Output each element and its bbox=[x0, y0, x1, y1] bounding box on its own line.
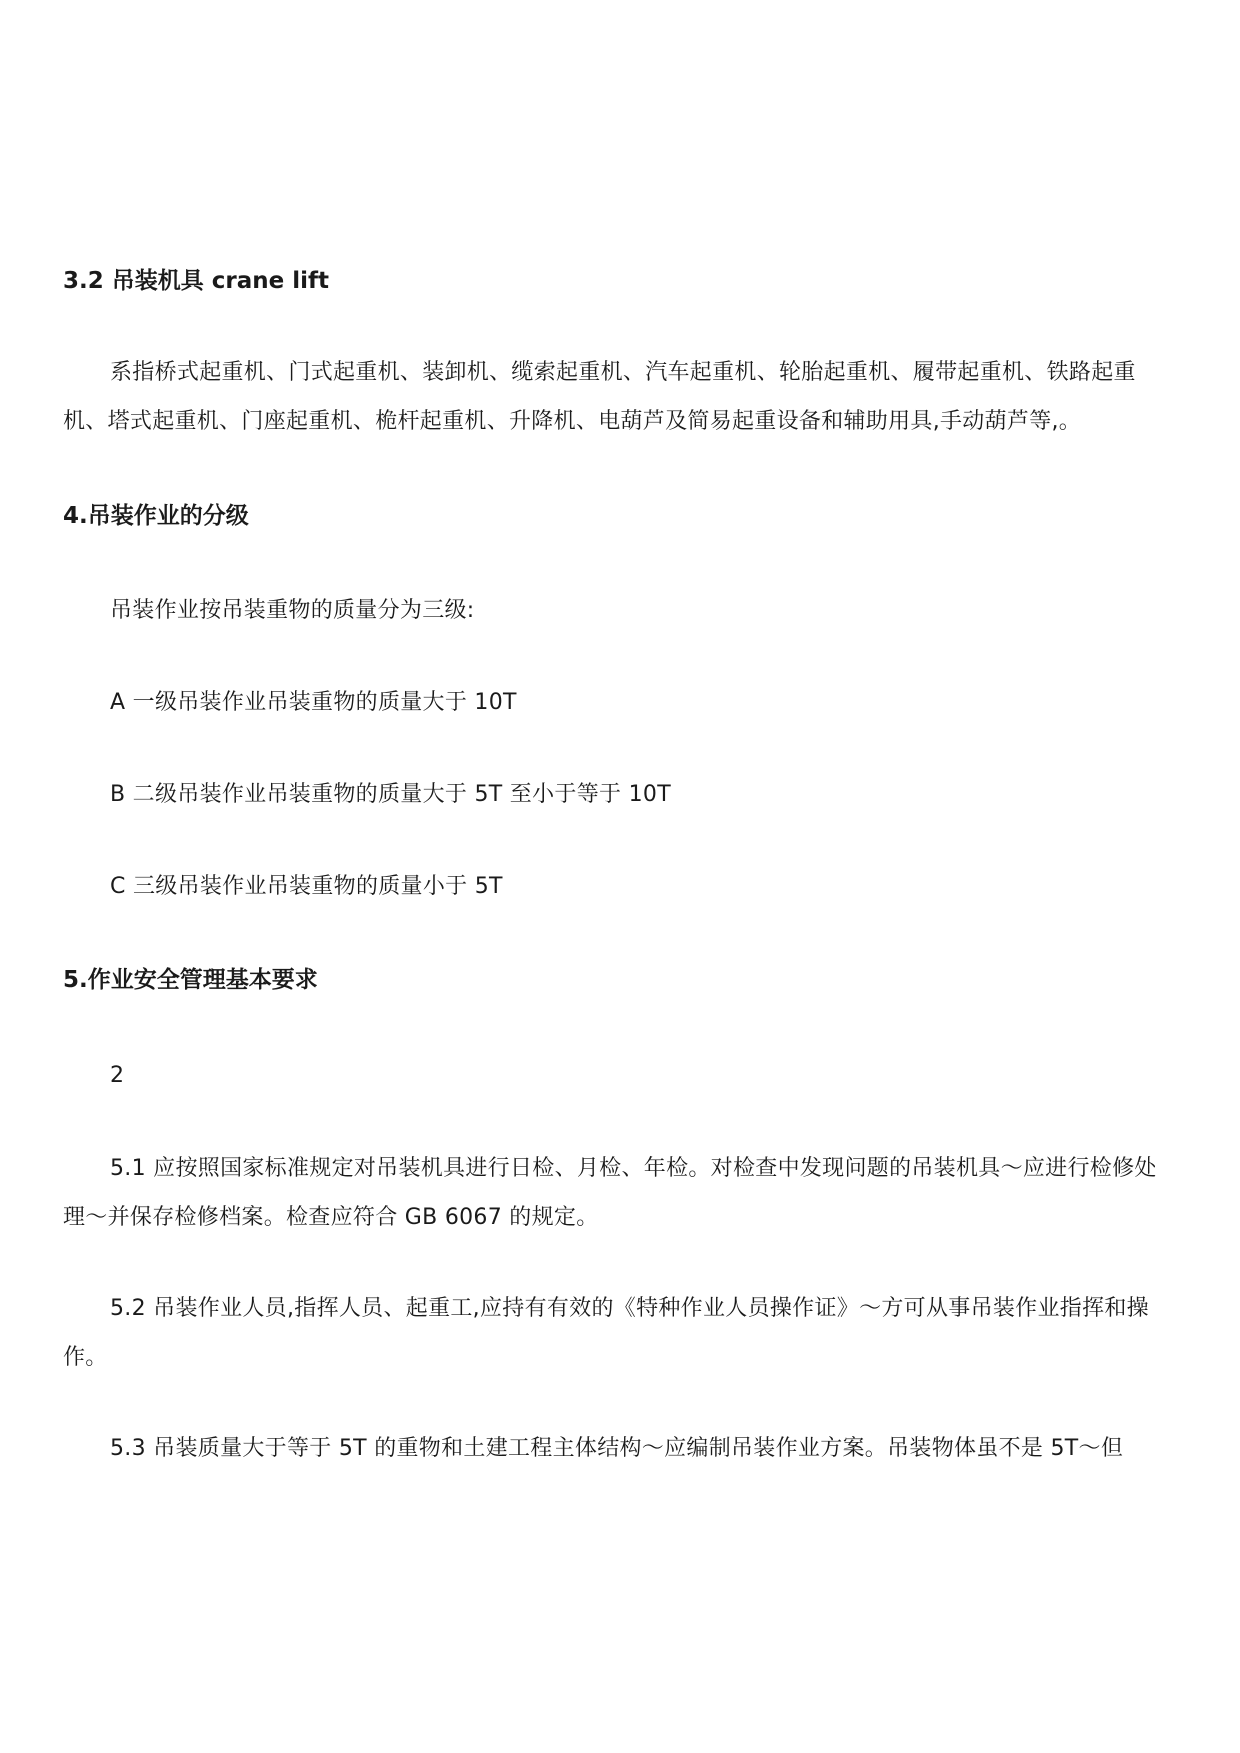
paragraph-5-1: 5.1 应按照国家标准规定对吊装机具进行日检、月检、年检。对检查中发现问题的吊装机具～应进行检修处理～并保存检修档案。检查应符合 GB 6067 的规定。 bbox=[63, 1156, 1157, 1230]
paragraph-crane-lift-definition: 系指桥式起重机、门式起重机、装卸机、缆索起重机、汽车起重机、轮胎起重机、履带起重机、铁路起重机、塔式起重机、门座起重机、桅杆起重机、升降机、电葫芦及简易起重设备和辅助用具,手动葫芦等,。 bbox=[63, 360, 1136, 434]
heading-3-2: 3.2 吊装机具 crane lift bbox=[63, 268, 330, 294]
paragraph-classification-intro: 吊装作业按吊装重物的质量分为三级: bbox=[110, 598, 475, 623]
list-item-class-b: B 二级吊装作业吊装重物的质量大于 5T 至小于等于 10T bbox=[110, 782, 671, 807]
list-item-class-c: C 三级吊装作业吊装重物的质量小于 5T bbox=[110, 874, 503, 899]
heading-5: 5.作业安全管理基本要求 bbox=[63, 967, 318, 993]
paragraph-5-3: 5.3 吊装质量大于等于 5T 的重物和土建工程主体结构～应编制吊装作业方案。吊装物体虽不是 5T～但 bbox=[110, 1436, 1124, 1461]
list-item-class-a: A 一级吊装作业吊装重物的质量大于 10T bbox=[110, 690, 517, 715]
heading-4: 4.吊装作业的分级 bbox=[63, 503, 249, 529]
paragraph-5-2: 5.2 吊装作业人员,指挥人员、起重工,应持有有效的《特种作业人员操作证》～方可从事吊装作业指挥和操作。 bbox=[63, 1296, 1149, 1370]
page-marker: 2 bbox=[110, 1063, 125, 1088]
